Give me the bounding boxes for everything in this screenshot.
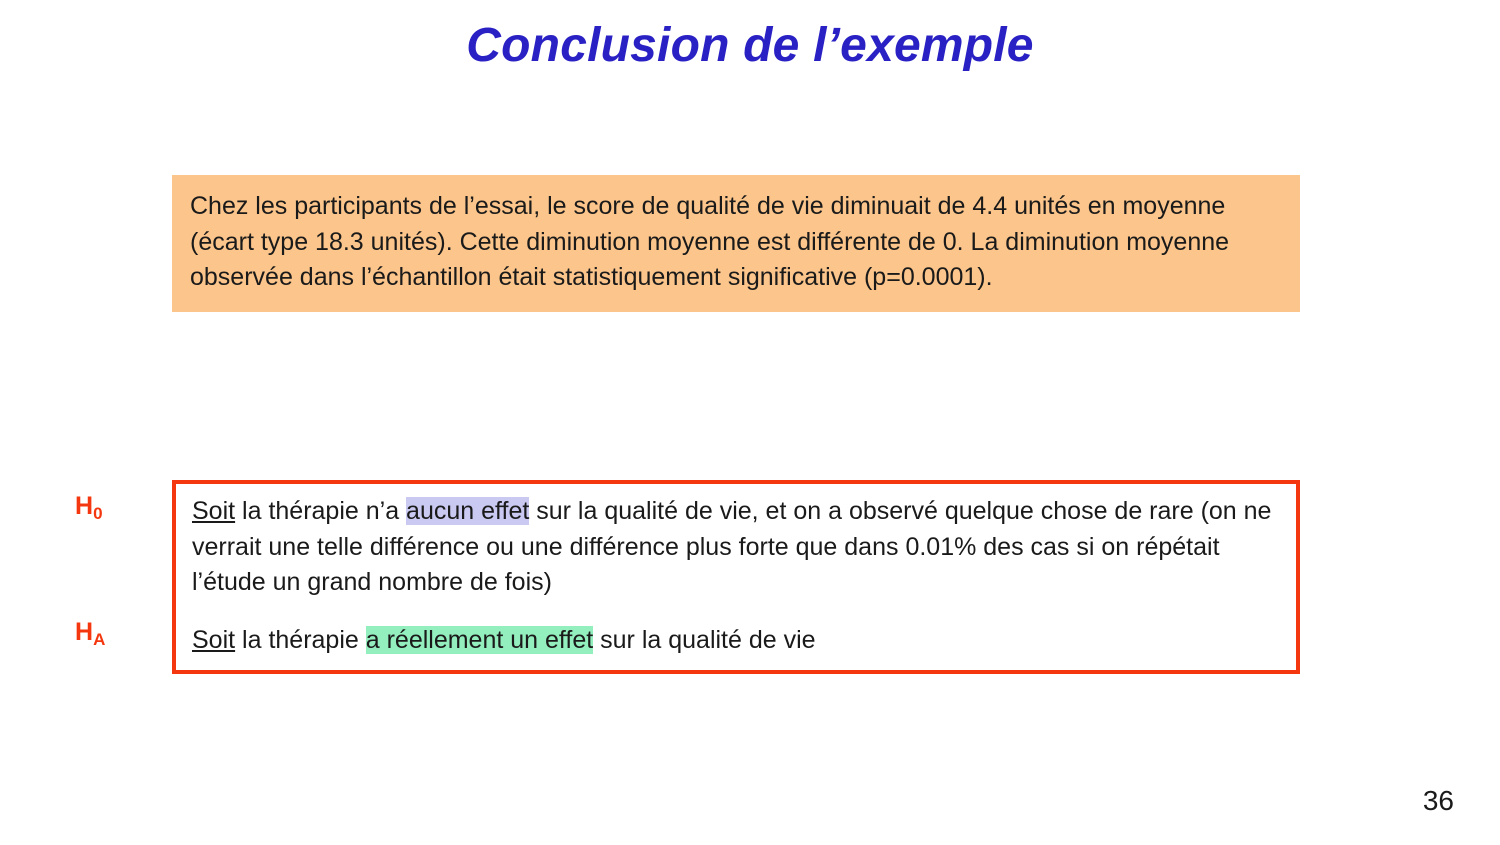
page-number: 36 [1422, 785, 1454, 816]
null-hypothesis-text-part1: la thérapie n’a [235, 497, 407, 525]
null-hypothesis-lead: Soit [192, 497, 236, 525]
null-hypothesis-statement [192, 494, 1280, 601]
null-hypothesis-label-subscript: 0 [93, 504, 103, 523]
alternative-hypothesis-lead: Soit [192, 625, 236, 654]
alternative-hypothesis-label [75, 618, 105, 647]
alternative-hypothesis-statement [192, 623, 1280, 659]
null-hypothesis-label [75, 492, 103, 521]
conclusion-text: Chez les participants de l’essai, le score de qualité de vie diminuait de 4.4 unités en moyenne (écart type 18.3 unités). Cette diminution moyenne est différente de 0. La diminution moyenne observée dans l’échantillon était statistiquement significative (p=0.0001). [190, 192, 1230, 291]
null-hypothesis-highlight: aucun effet [406, 497, 530, 525]
null-hypothesis-label-letter: H [75, 492, 94, 520]
alternative-hypothesis-label-subscript: A [93, 630, 106, 649]
alternative-hypothesis-text-part2: sur la qualité de vie [593, 625, 816, 654]
null-hypothesis-text-part2: sur la qualité de vie, et on a observé quelque chose de rare (on ne verrait une telle différence ou une différence plus forte que dans 0.01% des cas si on répétait l’étude un grand nombre de fois) [192, 497, 1272, 596]
page-title: Conclusion de l’exemple [466, 19, 1034, 72]
hypotheses-box [172, 480, 1300, 674]
alternative-hypothesis-text-part1: la thérapie [235, 625, 366, 654]
conclusion-callout-box [172, 175, 1300, 312]
alternative-hypothesis-label-letter: H [75, 618, 94, 646]
alternative-hypothesis-highlight: a réellement un effet [365, 625, 594, 654]
